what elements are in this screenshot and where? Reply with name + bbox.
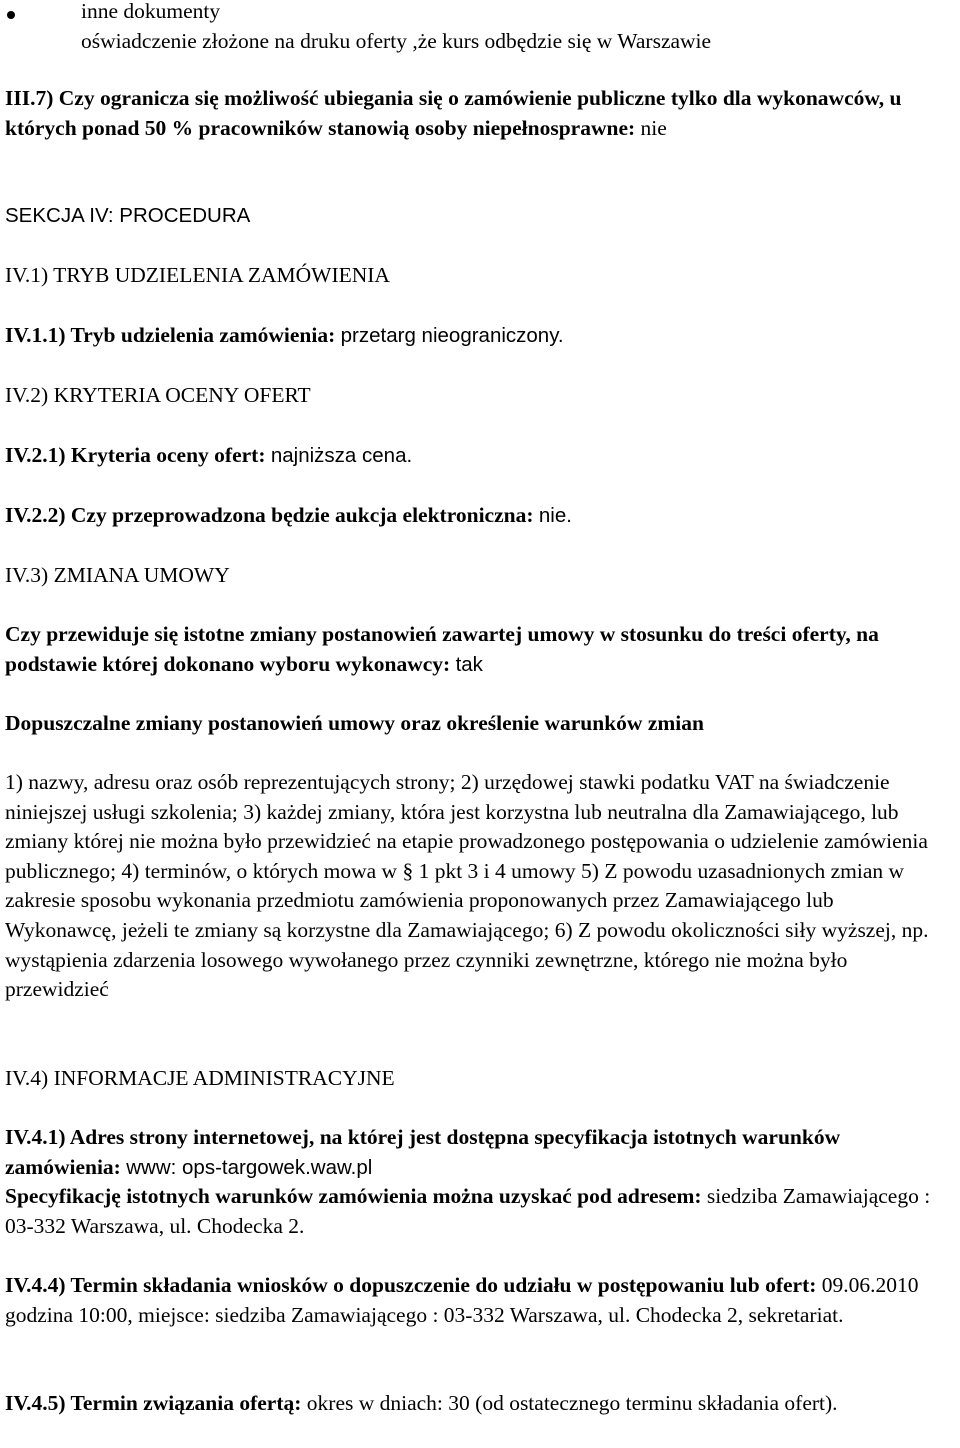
spec-address-value: siedziba Zamawiającego : 03-332 Warszawa, ul. Chodecka 2. (5, 1184, 931, 1238)
iv4-4-label: IV.4.4) Termin składania wniosków o dopuszczenie do udziału w postępowaniu lub ofert: (5, 1273, 817, 1297)
iv1-heading: IV.1) TRYB UDZIELENIA ZAMÓWIENIA (5, 263, 390, 287)
iv1-item1 (5, 321, 950, 351)
list-item-text (81, 0, 951, 56)
iv1-item1-label: IV.1.1) Tryb udzielenia zamówienia: (5, 323, 336, 347)
iv4-1-label: IV.4.1) Adres strony internetowej, na której jest dostępna specyfikacja istotnych warunków zamówienia: (5, 1125, 841, 1179)
iv2-item1-label: IV.2.1) Kryteria oceny ofert: (5, 443, 266, 467)
iv4-1 (5, 1123, 950, 1241)
section-3-7 (5, 84, 950, 143)
bullet-icon (7, 11, 15, 19)
list-item-line1: inne dokumenty (81, 0, 221, 23)
iv4-heading: IV.4) INFORMACJE ADMINISTRACYJNE (5, 1066, 395, 1090)
iv3-heading: IV.3) ZMIANA UMOWY (5, 563, 230, 587)
iv4-5-value: okres w dniach: 30 (od ostatecznego terminu składania ofert). (306, 1391, 838, 1415)
iv2-item2-label: IV.2.2) Czy przeprowadzona będzie aukcja elektroniczna: (5, 503, 534, 527)
iv3-changes-heading (5, 709, 950, 739)
section-4-title: SEKCJA IV: PROCEDURA (5, 204, 251, 227)
iv3-changes-heading-text: Dopuszczalne zmiany postanowień umowy oraz określenie warunków zmian (5, 711, 704, 735)
iv2-item2 (5, 501, 950, 531)
iv2-heading: IV.2) KRYTERIA OCENY OFERT (5, 383, 311, 407)
iv2-item1 (5, 441, 950, 471)
iv3-changes-text: 1) nazwy, adresu oraz osób reprezentujących strony; 2) urzędowej stawki podatku VAT na świadczenie niniejszej usługi szkolenia; 3) każdej zmiany, która jest korzystna lub neutralna dla Zamawiającego, lub zmiany której nie można było przewidzieć na etapie prowadzonego postępowania o udzielenie zamówienia publicznego; 4) terminów, o których mowa w § 1 pkt 3 i 4 umowy 5) Z powodu uzasadnionych zmian w zakresie sposobu wykonania przedmiotu zamówienia proponowanych przez Zamawiającego lub Wykonawcę, jeżeli te zmiany są korzystne dla Zamawiającego; 6) Z powodu okoliczności siły wyższej, np. wystąpienia zdarzenia losowego wywołanego przez czynniki zewnętrzne, którego nie można było przewidzieć (5, 770, 929, 1002)
iv1-item1-value: przetarg nieograniczony. (340, 324, 564, 347)
iv4-1-value: www: ops-targowek.waw.pl (126, 1155, 373, 1179)
iv4-4-value: 09.06.2010 godzina 10:00, miejsce: siedziba Zamawiającego : 03-332 Warszawa, ul. Chodecka 2, sekretariat. (5, 1273, 919, 1327)
iv4-5-label: IV.4.5) Termin związania ofertą: (5, 1391, 302, 1415)
iv3-question (5, 620, 950, 679)
iv2-item2-value: nie. (538, 504, 572, 527)
list-item-line2: oświadczenie złożone na druku oferty ,że kurs odbędzie się w Warszawie (81, 28, 712, 53)
iv3-question-label: Czy przewiduje się istotne zmiany postanowień zawartej umowy w stosunku do treści oferty, na podstawie której dokonano wyboru wykonawcy: (5, 622, 879, 676)
iv4-4 (5, 1271, 950, 1330)
section-3-7-label: III.7) Czy ogranicza się możliwość ubiegania się o zamówienie publiczne tylko dla wykonawców, u których ponad 50 % pracowników stanowią osoby niepełnosprawne: (5, 86, 902, 140)
iv3-question-value: tak (455, 652, 483, 676)
spec-address-label: Specyfikację istotnych warunków zamówienia można uzyskać pod adresem: (5, 1184, 702, 1209)
section-3-7-value: nie (640, 115, 667, 140)
iv2-item1-value: najniższa cena. (270, 444, 413, 467)
iv4-5 (5, 1389, 950, 1419)
